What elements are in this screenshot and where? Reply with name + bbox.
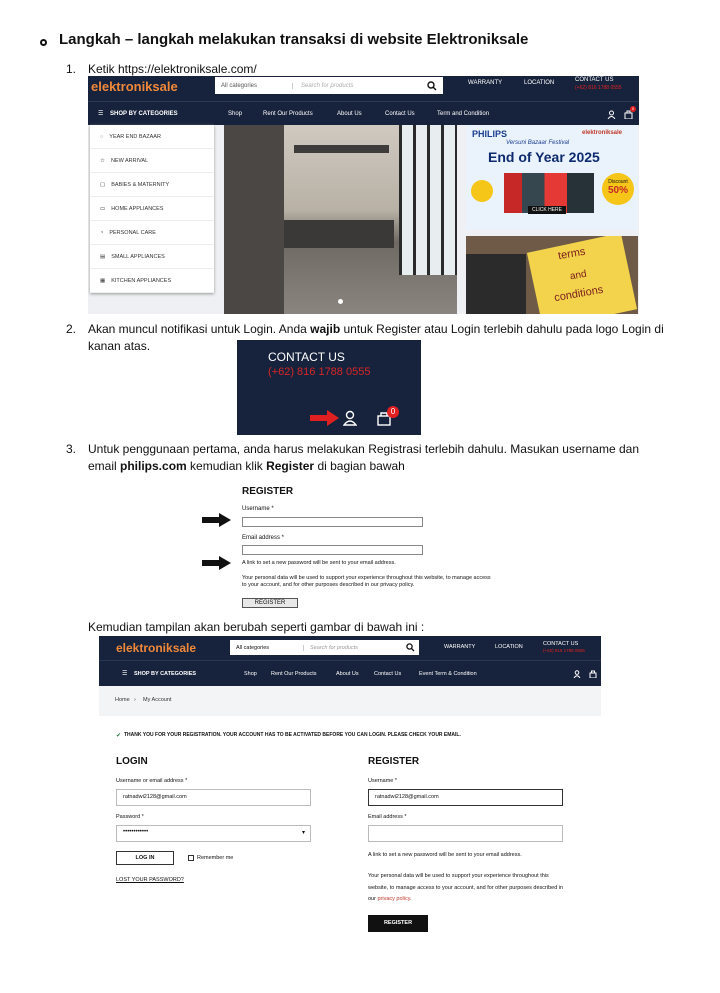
breadcrumb [99,686,601,716]
arrow-right-icon [202,513,232,527]
contact-us-label[interactable]: CONTACT US [575,77,614,83]
contact-phone: (+62) 816 1788 0555 [575,85,622,91]
discount-badge: Discount 50% [602,173,634,205]
emoji-icon [471,180,493,202]
password-label: Password * [116,814,144,820]
heading-text: Langkah – langkah melakukan transaksi di website Elektroniksale [59,31,529,48]
email-input[interactable] [242,545,423,555]
document-heading [40,31,528,48]
search-input[interactable]: Search for products [301,82,354,89]
cart-badge: 0 [387,406,399,418]
password-link-note: A link to set a new password will be sent to your email address. [242,560,396,566]
star-icon: ☆ [100,157,105,164]
menu-contact[interactable]: Contact Us [385,111,415,117]
chevron-down-icon[interactable]: ▾ [301,830,305,836]
category-item[interactable]: ▦ KITCHEN APPLIANCES [90,269,214,293]
contact-phone: (+62) 816 1788 0555 [543,648,585,653]
search-bar [230,640,419,655]
homepage-screenshot [88,76,639,314]
menu-rent[interactable]: Rent Our Products [263,111,313,117]
shop-by-categories[interactable]: SHOP BY CATEGORIES [134,671,197,677]
username-label: Username * [242,506,274,512]
bold-wajib: wajib [310,322,341,336]
warranty-link[interactable]: WARRANTY [444,644,476,650]
login-username-input[interactable]: ratnadwi2128@gmail.com [116,789,311,806]
note-text-and: and [569,268,588,283]
tv-icon: ▭ [100,205,106,212]
location-link[interactable]: LOCATION [495,644,523,650]
kitchen-icon: ▦ [100,277,106,284]
menu-event-terms[interactable]: Event Term & Condition [419,671,477,677]
step-number: 2. [66,322,77,336]
category-item[interactable]: ◌ YEAR END BAZAAR [90,125,214,149]
register-button[interactable]: REGISTER [242,598,298,608]
search-icon[interactable] [406,643,415,652]
cart-badge: 0 [631,106,635,111]
register-email-label: Email address * [368,814,407,820]
register-title: REGISTER [368,756,420,767]
bold-philips: philips.com [120,459,187,473]
menu-about[interactable]: About Us [337,111,362,117]
privacy-policy-link[interactable]: privacy policy [377,896,411,902]
menu-terms[interactable]: Term and Condition [437,111,490,117]
warranty-link[interactable]: WARRANTY [468,80,503,86]
main-menu-bar [88,101,639,125]
promo-subtitle: Versuni Bazaar Festival [506,140,570,146]
after-text: Kemudian tampilan akan berubah seperti gambar di bawah ini : [88,620,425,634]
tag-icon: ◌ [100,133,104,140]
register-link-note: A link to set a new password will be sent to your email address. [368,852,522,858]
site-logo[interactable]: elektroniksale [116,641,197,655]
category-item[interactable]: ▢ BABIES & MATERNITY [90,173,214,197]
care-icon: ◔ [100,229,104,236]
site-header [99,636,601,660]
remember-me-label: Remember me [197,855,234,861]
site-logo[interactable]: elektroniksale [91,79,178,94]
register-username-input[interactable]: ratnadwi2128@gmail.com [368,789,563,806]
login-button[interactable]: LOG IN [116,851,174,865]
lost-password-link[interactable]: LOST YOUR PASSWORD? [116,877,184,883]
promo-title: End of Year 2025 [488,149,600,165]
register-username-label: Username * [368,778,398,784]
main-menu-bar [99,660,601,686]
contact-phone: (+62) 816 1788 0555 [268,366,371,378]
menu-about[interactable]: About Us [336,671,359,677]
search-bar [215,77,443,94]
register-form-screenshot [200,482,500,612]
slider-dot[interactable] [338,299,343,304]
note-text-conditions: conditions [553,283,605,305]
menu-icon[interactable]: ☰ [98,111,104,117]
bold-register: Register [266,459,315,473]
account-page-screenshot [99,636,601,934]
category-select[interactable]: All categories [215,83,293,89]
terms-banner[interactable] [466,236,638,314]
login-title: LOGIN [116,756,148,767]
username-input[interactable] [242,517,423,527]
email-label: Email address * [242,535,285,541]
location-link[interactable]: LOCATION [524,80,555,86]
privacy-line-1: Your personal data will be used to support your experience throughout this [368,873,549,879]
cart-icon[interactable] [589,670,597,678]
shop-by-categories[interactable]: SHOP BY CATEGORIES [110,111,178,117]
menu-icon[interactable]: ☰ [122,671,128,677]
category-item[interactable]: ▤ SMALL APPLIANCES [90,245,214,269]
login-username-label: Username or email address * [116,778,188,784]
success-message: THANK YOU FOR YOUR REGISTRATION. YOUR ACCOUNT HAS TO BE ACTIVATED BEFORE YOU CAN LOGIN. PLEASE CHECK YOUR EMAIL. [124,732,461,738]
promo-banner[interactable] [466,125,638,230]
bullet-icon [40,39,47,46]
menu-shop[interactable]: Shop [244,671,257,677]
click-here-button[interactable]: CLICK HERE [528,206,566,214]
note-text-terms: terms [557,245,587,263]
contact-us-label[interactable]: CONTACT US [543,641,579,647]
menu-shop[interactable]: Shop [228,111,243,117]
category-item[interactable]: ☆ NEW ARRIVAL [90,149,214,173]
check-icon: ✔ [116,733,122,739]
step-number: 1. [66,62,77,76]
menu-contact[interactable]: Contact Us [374,671,402,677]
hero-banner-image[interactable] [224,125,457,314]
category-item[interactable]: ◔ PERSONAL CARE [90,221,214,245]
site-header [88,76,639,101]
menu-rent[interactable]: Rent Our Products [271,671,317,677]
search-icon[interactable] [427,81,437,91]
step-number: 3. [66,442,77,456]
breadcrumb-home[interactable]: Home [115,697,130,703]
categories-dropdown [90,125,214,293]
step-3: 3. Untuk penggunaan pertama, anda harus melakukan Registrasi terlebih dahulu. Masukan username dan email philips.com kemudian klik Register di bagian bawah [66,442,640,473]
login-icon-screenshot [237,340,421,435]
arrow-right-icon [310,410,340,426]
privacy-note: Your personal data will be used to support your experience throughout this website, to manage access to your account, and for other purposes described in our privacy policy. [242,575,491,588]
user-icon[interactable] [573,670,581,678]
contact-us-label[interactable]: CONTACT US [268,350,345,364]
arrow-right-icon [202,556,232,570]
privacy-line-3: our privacy policy. [368,896,412,902]
register-button[interactable]: REGISTER [368,915,428,932]
baby-icon: ▢ [100,181,106,188]
promo-logo: elektroniksale [582,130,623,136]
user-icon[interactable] [343,410,357,426]
breadcrumb-separator: › [134,697,136,703]
breadcrumb-current: My Account [143,697,172,703]
search-input[interactable]: Search for products [310,644,358,651]
register-title: REGISTER [242,486,294,497]
category-select[interactable]: All categories [230,645,304,651]
category-item[interactable]: ▭ HOME APPLIANCES [90,197,214,221]
step-text: Ketik https://elektroniksale.com/ [88,62,257,76]
remember-me-checkbox[interactable] [188,855,194,861]
step-2: 2. Akan muncul notifikasi untuk Login. Anda wajib untuk Register atau Login terlebih dahulu pada logo Login di kanan atas. [66,322,664,353]
promo-brand: PHILIPS [472,129,508,139]
register-email-input[interactable] [368,825,563,842]
appliance-icon: ▤ [100,253,106,260]
password-input[interactable]: •••••••••••• ▾ [116,825,311,842]
privacy-line-2: website, to manage access to your account, and for other purposes described in [368,885,564,891]
user-icon[interactable] [607,110,616,119]
